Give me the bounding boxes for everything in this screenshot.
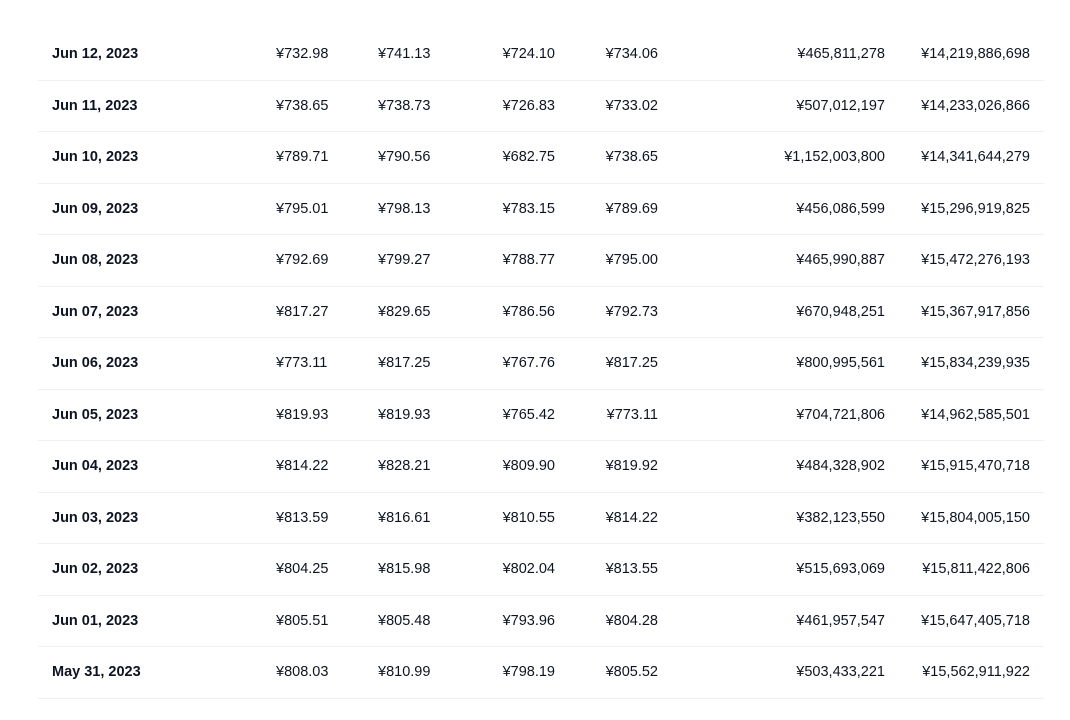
row-high: ¥738.73 <box>378 97 431 114</box>
row-market-cap: ¥15,296,919,825 <box>921 200 1030 217</box>
table-row <box>38 184 1044 236</box>
row-volume: ¥382,123,550 <box>796 509 885 526</box>
row-high: ¥805.48 <box>378 612 431 629</box>
row-open: ¥792.69 <box>276 252 329 268</box>
row-open: ¥773.11 <box>276 355 328 371</box>
row-close: ¥814.22 <box>605 509 658 526</box>
table-row <box>38 390 1044 442</box>
row-high: ¥816.61 <box>378 509 431 526</box>
row-market-cap: ¥15,647,405,718 <box>921 612 1030 629</box>
row-high: ¥741.13 <box>378 46 431 62</box>
row-low: ¥682.75 <box>502 149 555 165</box>
row-market-cap: ¥15,804,005,150 <box>921 509 1030 526</box>
row-date: Jun 12, 2023 <box>52 46 139 62</box>
price-history-table <box>38 29 1044 699</box>
table-row <box>38 81 1044 133</box>
row-close: ¥795.00 <box>605 252 658 268</box>
table-row <box>38 235 1044 287</box>
row-date: Jun 06, 2023 <box>52 355 139 371</box>
row-date: Jun 05, 2023 <box>52 406 139 423</box>
row-close: ¥789.69 <box>605 200 658 217</box>
row-close: ¥819.92 <box>605 458 658 474</box>
row-volume: ¥503,433,221 <box>796 664 885 680</box>
table-row <box>38 493 1044 545</box>
row-low: ¥767.76 <box>502 355 555 371</box>
row-market-cap: ¥15,834,239,935 <box>921 355 1030 371</box>
row-low: ¥724.10 <box>502 46 555 62</box>
row-open: ¥817.27 <box>276 303 329 320</box>
row-date: Jun 10, 2023 <box>52 149 139 165</box>
row-open: ¥795.01 <box>276 200 329 217</box>
row-market-cap: ¥15,915,470,718 <box>921 458 1030 474</box>
row-volume: ¥465,811,278 <box>797 46 885 62</box>
row-high: ¥810.99 <box>378 664 431 680</box>
table-row <box>38 287 1044 339</box>
row-high: ¥798.13 <box>378 200 431 217</box>
row-open: ¥813.59 <box>276 509 329 526</box>
row-close: ¥738.65 <box>605 149 658 165</box>
table-row <box>38 132 1044 184</box>
row-open: ¥819.93 <box>276 406 329 423</box>
row-low: ¥810.55 <box>502 509 555 526</box>
row-high: ¥790.56 <box>378 149 431 165</box>
row-market-cap: ¥14,233,026,866 <box>921 97 1030 114</box>
row-volume: ¥515,693,069 <box>796 561 885 577</box>
row-market-cap: ¥14,341,644,279 <box>921 149 1030 165</box>
row-date: Jun 01, 2023 <box>52 612 139 629</box>
row-date: Jun 07, 2023 <box>52 303 139 320</box>
row-low: ¥765.42 <box>502 406 555 423</box>
row-high: ¥815.98 <box>378 561 431 577</box>
table-row <box>38 29 1044 81</box>
row-volume: ¥461,957,547 <box>796 612 885 629</box>
row-date: Jun 04, 2023 <box>52 458 139 474</box>
row-close: ¥813.55 <box>605 561 658 577</box>
table-row <box>38 596 1044 648</box>
row-market-cap: ¥15,367,917,856 <box>921 303 1030 320</box>
row-close: ¥817.25 <box>605 355 658 371</box>
row-market-cap: ¥15,811,422,806 <box>922 561 1030 577</box>
row-market-cap: ¥14,962,585,501 <box>921 406 1030 423</box>
row-date: Jun 08, 2023 <box>52 252 139 268</box>
row-open: ¥732.98 <box>276 46 329 62</box>
row-volume: ¥1,152,003,800 <box>784 149 885 165</box>
table-row <box>38 647 1044 699</box>
row-low: ¥809.90 <box>502 458 555 474</box>
row-open: ¥808.03 <box>276 664 329 680</box>
row-open: ¥805.51 <box>276 612 329 629</box>
row-low: ¥788.77 <box>502 252 555 268</box>
row-close: ¥804.28 <box>605 612 658 629</box>
row-low: ¥798.19 <box>502 664 555 680</box>
row-close: ¥733.02 <box>605 97 658 114</box>
row-date: Jun 11, 2023 <box>52 97 138 114</box>
row-open: ¥738.65 <box>276 97 329 114</box>
row-high: ¥817.25 <box>378 355 431 371</box>
row-volume: ¥704,721,806 <box>796 406 885 423</box>
row-date: May 31, 2023 <box>52 664 141 680</box>
row-date: Jun 02, 2023 <box>52 561 139 577</box>
row-low: ¥793.96 <box>502 612 555 629</box>
row-high: ¥829.65 <box>378 303 431 320</box>
row-high: ¥799.27 <box>378 252 431 268</box>
row-volume: ¥507,012,197 <box>796 97 885 114</box>
table-row <box>38 544 1044 596</box>
row-market-cap: ¥14,219,886,698 <box>921 46 1030 62</box>
row-volume: ¥456,086,599 <box>796 200 885 217</box>
row-volume: ¥465,990,887 <box>796 252 885 268</box>
row-high: ¥819.93 <box>378 406 431 423</box>
row-close: ¥734.06 <box>605 46 658 62</box>
row-volume: ¥670,948,251 <box>796 303 885 320</box>
row-close: ¥792.73 <box>605 303 658 320</box>
row-low: ¥802.04 <box>502 561 555 577</box>
row-open: ¥804.25 <box>276 561 329 577</box>
row-open: ¥814.22 <box>276 458 329 474</box>
row-high: ¥828.21 <box>378 458 431 474</box>
row-market-cap: ¥15,562,911,922 <box>922 664 1030 680</box>
row-volume: ¥800,995,561 <box>796 355 885 371</box>
row-close: ¥773.11 <box>606 406 658 423</box>
row-date: Jun 09, 2023 <box>52 200 139 217</box>
row-volume: ¥484,328,902 <box>796 458 885 474</box>
row-open: ¥789.71 <box>276 149 329 165</box>
row-close: ¥805.52 <box>605 664 658 680</box>
row-market-cap: ¥15,472,276,193 <box>921 252 1030 268</box>
row-date: Jun 03, 2023 <box>52 509 139 526</box>
table-row <box>38 338 1044 390</box>
row-low: ¥786.56 <box>502 303 555 320</box>
table-row <box>38 441 1044 493</box>
row-low: ¥783.15 <box>502 200 555 217</box>
row-low: ¥726.83 <box>502 97 555 114</box>
